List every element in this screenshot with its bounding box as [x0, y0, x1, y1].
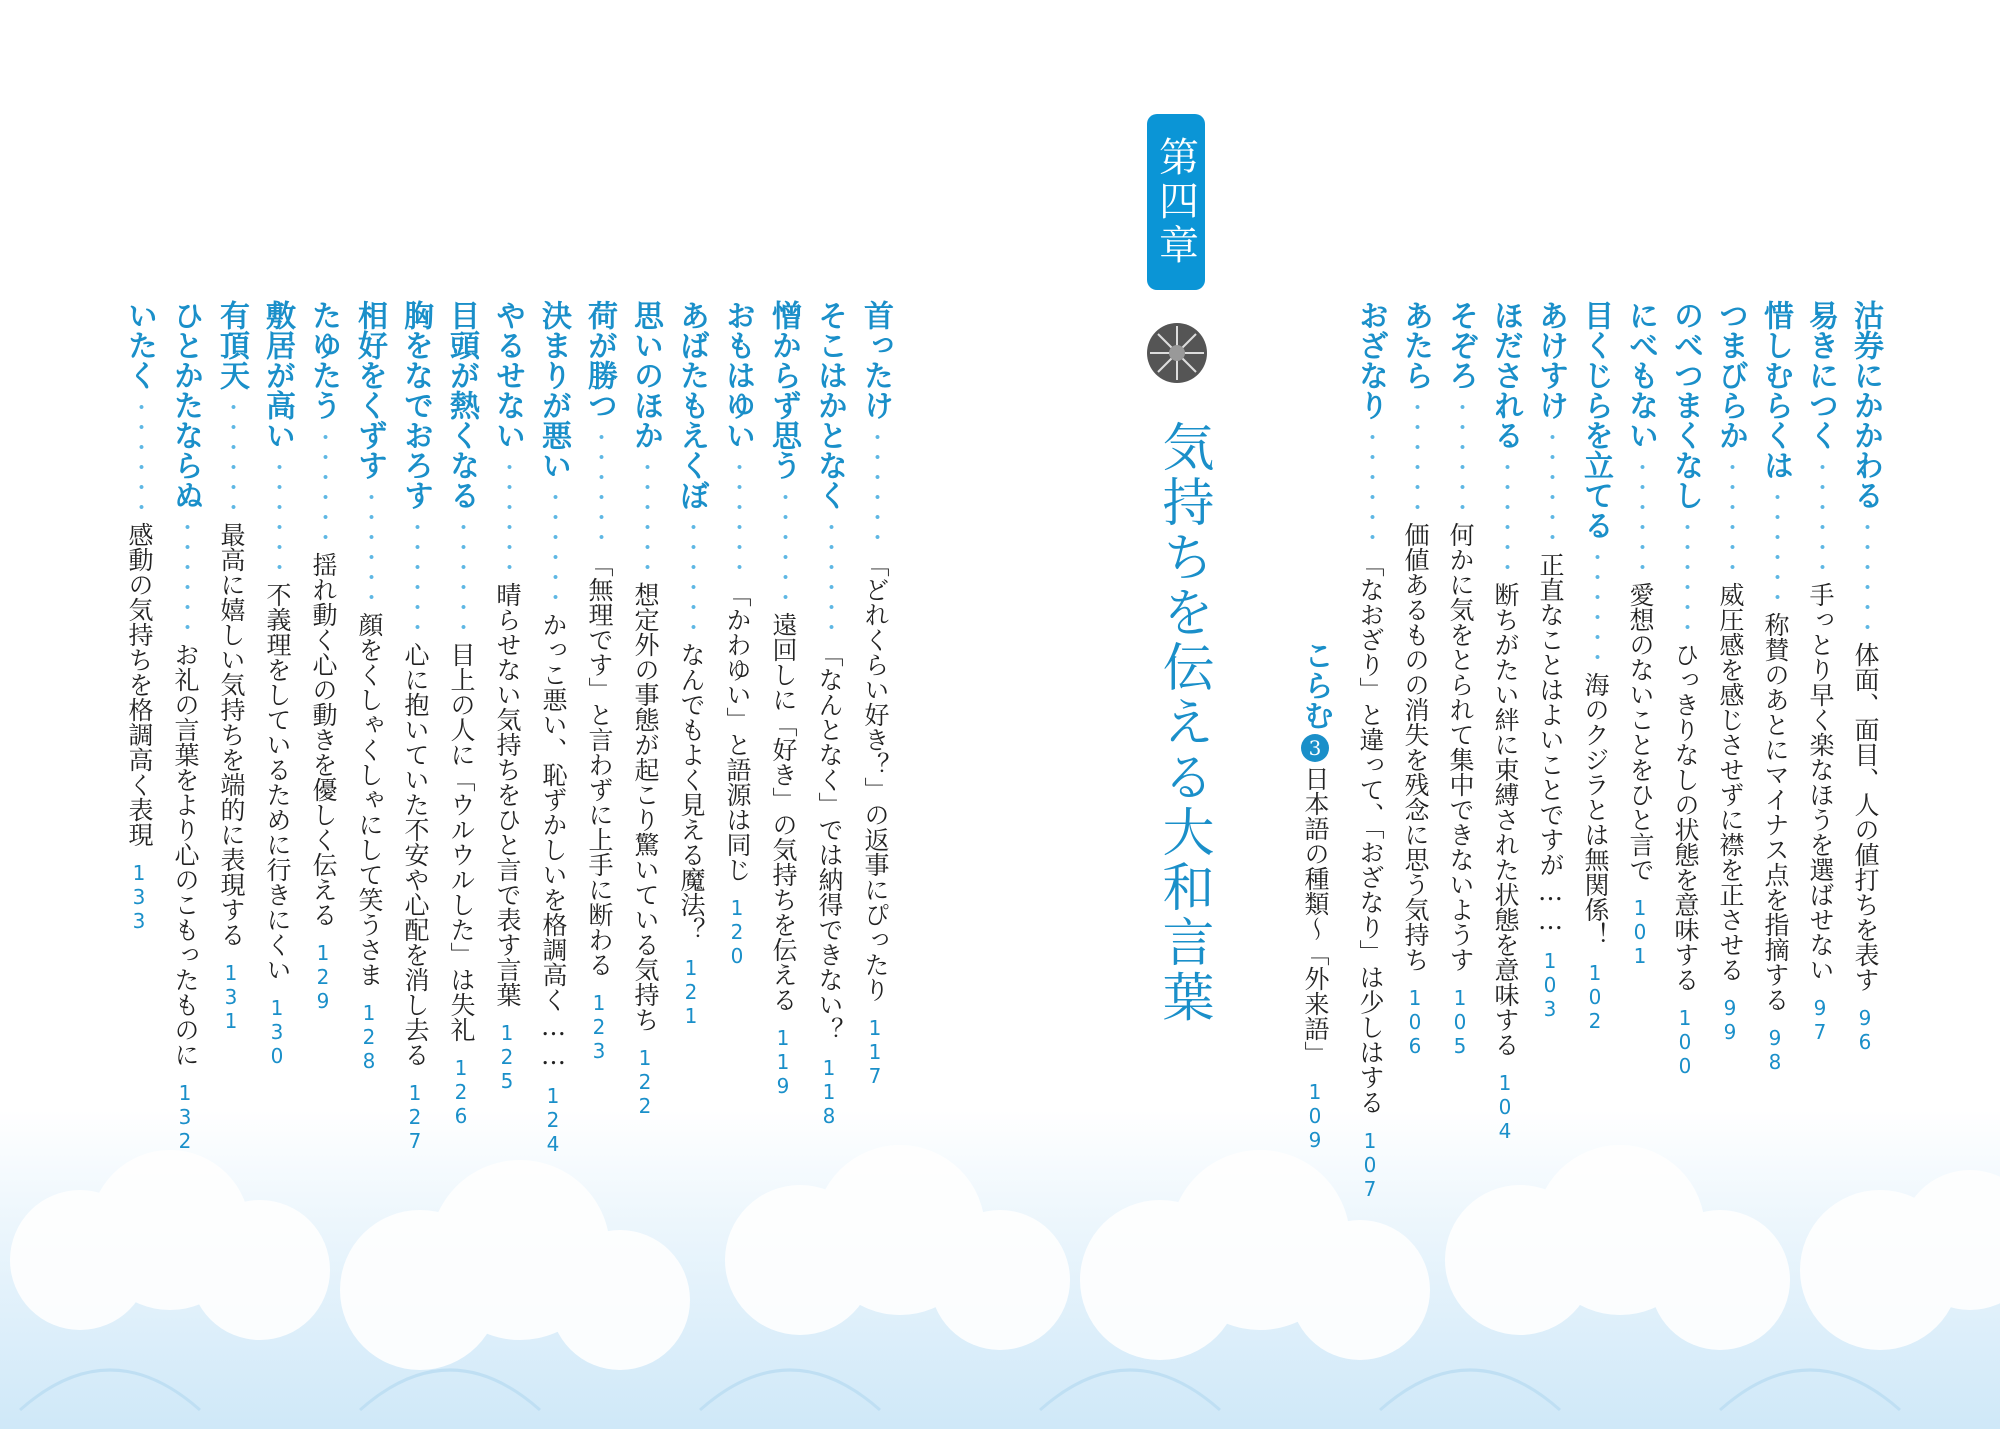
chapter-title: 気持ちを伝える大和言葉	[1153, 420, 1213, 1025]
entry-desc: 揺れ動く心の動きを優しく伝える	[309, 552, 338, 927]
entry-term: 沽券にかかわる	[1848, 300, 1883, 510]
entry-term: のべつまくなし	[1668, 300, 1703, 510]
leader-dots: ・・・・・・	[1583, 546, 1608, 666]
entry-desc: 想定外の事態が起こり驚いている気持ち	[631, 582, 660, 1032]
entry-page: 124	[541, 1084, 565, 1156]
entry-term: あたら	[1398, 300, 1433, 390]
toc-entry[interactable]	[214, 300, 249, 1170]
entry-desc: 「どれくらい好き？」の返事にぴったり	[861, 552, 890, 1002]
entry-term: 有頂天	[214, 300, 249, 390]
entry-term: おざなり	[1353, 300, 1388, 420]
entry-page: 130	[265, 996, 289, 1068]
entry-page: 129	[311, 941, 335, 1013]
leader-dots: ・・・・・・	[357, 486, 382, 606]
leader-dots: ・・・・・・	[311, 426, 336, 546]
toc-entry[interactable]	[628, 300, 663, 1170]
toc-entry[interactable]	[812, 300, 847, 1170]
leader-dots: ・・・・・・	[449, 516, 474, 636]
entry-desc: 称賛のあとにマイナス点を指摘する	[1761, 612, 1790, 1012]
chrysanthemum-emblem-icon	[1146, 322, 1208, 384]
toc-entry[interactable]	[306, 300, 341, 1170]
toc-entry[interactable]	[1533, 300, 1568, 1170]
entry-term: 易きにつく	[1803, 300, 1838, 450]
toc-entry[interactable]	[1713, 300, 1748, 1170]
toc-entry[interactable]	[1488, 300, 1523, 1170]
entry-page: 96	[1853, 1006, 1877, 1054]
entry-desc: 体面、面目、人の値打ちを表す	[1851, 642, 1880, 992]
entry-desc: 断ちがたい絆に束縛された状態を意味する	[1491, 582, 1520, 1057]
entry-desc: 不義理をしているために行きにくい	[263, 582, 292, 982]
leader-dots: ・・・・・・	[1628, 456, 1653, 576]
toc-entry[interactable]	[1353, 300, 1388, 1201]
entry-desc: 最高に嬉しい気持ちを端的に表現する	[217, 522, 246, 947]
leader-dots: ・・・・・・	[495, 456, 520, 576]
entry-page: 117	[863, 1016, 887, 1088]
entry-term: 思いのほか	[628, 300, 663, 450]
toc-entry[interactable]	[1623, 300, 1658, 1170]
chapter-label: 第四章	[1147, 114, 1205, 290]
leader-dots: ・・・・・・	[541, 486, 566, 606]
entry-term: 相好をくずす	[352, 300, 387, 480]
leader-dots: ・・・・・・	[1493, 456, 1518, 576]
entry-page: 132	[173, 1081, 197, 1153]
column-number: 3	[1303, 736, 1327, 760]
entry-page: 118	[817, 1056, 841, 1128]
entry-page: 103	[1538, 949, 1562, 1021]
leader-dots: ・・・・・・	[1448, 396, 1473, 516]
leader-dots: ・・・・・・	[403, 516, 428, 636]
leader-dots: ・・・・・・	[587, 426, 612, 546]
entry-desc: 海のクジラとは無関係！	[1581, 672, 1610, 947]
entry-term: たゆたう	[306, 300, 341, 420]
entry-term: あけすけ	[1533, 300, 1568, 420]
entry-page: 133	[127, 861, 151, 933]
entry-page: 98	[1763, 1026, 1787, 1074]
leader-dots: ・・・・・・	[173, 516, 198, 636]
entry-page: 126	[449, 1056, 473, 1128]
leader-dots: ・・・・・・	[265, 456, 290, 576]
entry-term: 胸をなでおろす	[398, 300, 433, 510]
entry-desc: 手っとり早く楽なほうを選ばせない	[1806, 582, 1835, 982]
toc-entry[interactable]	[1803, 300, 1838, 1170]
entry-term: 憎からず思う	[766, 300, 801, 480]
leader-dots: ・・・・・・	[863, 426, 888, 546]
toc-entry[interactable]	[122, 300, 157, 1170]
entry-term: 目くじらを立てる	[1578, 300, 1613, 540]
entry-page: 101	[1628, 896, 1652, 968]
toc-entry[interactable]	[1668, 300, 1703, 1170]
leader-dots: ・・・・・・	[1538, 426, 1563, 546]
entry-desc: 愛想のないことをひと言で	[1626, 582, 1655, 882]
column-label: こらむ	[1298, 640, 1333, 730]
entry-page: 106	[1403, 986, 1427, 1058]
column-desc: 日本語の種類〜「外来語」	[1301, 766, 1330, 1066]
toc-entry[interactable]	[1398, 300, 1433, 1170]
leader-dots: ・・・・・・	[771, 486, 796, 606]
entry-desc: 心に抱いていた不安や心配を消し去る	[401, 642, 430, 1067]
entry-term: いたく	[122, 300, 157, 390]
entry-term: おもはゆい	[720, 300, 755, 450]
entry-term: ほだされる	[1488, 300, 1523, 450]
entry-term: 惜しむらくは	[1758, 300, 1793, 480]
toc-entry[interactable]	[720, 300, 755, 1170]
entry-page: 128	[357, 1001, 381, 1073]
leader-dots: ・・・・・・	[633, 456, 658, 576]
toc-entry[interactable]	[168, 300, 203, 1170]
toc-entry[interactable]	[398, 300, 433, 1170]
entry-desc: 「なおざり」と違って、「おざなり」は少しはする	[1356, 552, 1385, 1115]
entry-desc: 「かわゆい」と語源は同じ	[723, 582, 752, 882]
entry-desc: かっこ悪い、恥ずかしいを格調高く……	[539, 612, 568, 1070]
toc-entry[interactable]	[1758, 300, 1793, 1170]
leader-dots: ・・・・・・	[1718, 456, 1743, 576]
entry-page: 122	[633, 1046, 657, 1118]
entry-page: 99	[1718, 996, 1742, 1044]
entry-desc: 正直なことはよいことですが……	[1536, 552, 1565, 935]
leader-dots: ・・・・・・	[1853, 516, 1878, 636]
toc-entry[interactable]	[1848, 300, 1883, 1170]
leader-dots: ・・・・・・	[219, 396, 244, 516]
entry-desc: 何かに気をとられて集中できないようす	[1446, 522, 1475, 972]
entry-page: 121	[679, 956, 703, 1028]
entry-term: 目頭が熱くなる	[444, 300, 479, 510]
column-page: 109	[1303, 1080, 1327, 1152]
entry-page: 123	[587, 991, 611, 1063]
toc-entry[interactable]	[858, 300, 893, 1170]
entry-page: 102	[1583, 961, 1607, 1033]
entry-desc: ひっきりなしの状態を意味する	[1671, 642, 1700, 992]
toc-entry[interactable]	[260, 300, 295, 1170]
entry-page: 107	[1358, 1128, 1382, 1201]
entry-desc: 感動の気持ちを格調高く表現	[125, 522, 154, 847]
entry-desc: 目上の人に「ウルウルした」は失礼	[447, 642, 476, 1042]
toc-entry[interactable]	[1443, 300, 1478, 1170]
column-entry[interactable]	[1298, 640, 1333, 1429]
entry-page: 104	[1493, 1071, 1517, 1143]
toc-entry[interactable]	[582, 300, 617, 1170]
leader-dots: ・・・・・・	[679, 516, 704, 636]
entry-desc: 「なんとなく」では納得できない？	[815, 642, 844, 1042]
toc-entry[interactable]	[1578, 300, 1613, 1170]
toc-entry[interactable]	[444, 300, 479, 1170]
entry-desc: 顔をくしゃくしゃにして笑うさま	[355, 612, 384, 987]
entry-page: 131	[219, 961, 243, 1033]
toc-entry[interactable]	[766, 300, 801, 1170]
entry-term: 決まりが悪い	[536, 300, 571, 480]
entry-page: 119	[771, 1026, 795, 1098]
entry-desc: 晴らせない気持ちをひと言で表す言葉	[493, 582, 522, 1007]
cloud-pattern-icon	[0, 1110, 2000, 1429]
leader-dots: ・・・・・・	[1763, 486, 1788, 606]
entry-term: あばたもえくぼ	[674, 300, 709, 510]
entry-desc: なんでもよく見える魔法？	[677, 642, 706, 942]
entry-desc: 遠回しに「好き」の気持ちを伝える	[769, 612, 798, 1012]
leader-dots: ・・・・・・	[1808, 456, 1833, 576]
toc-entry[interactable]	[536, 300, 571, 1170]
entry-term: ひとかたならぬ	[168, 300, 203, 510]
entry-term: そこはかとなく	[812, 300, 847, 510]
entry-term: やるせない	[490, 300, 525, 450]
toc-entry[interactable]	[490, 300, 525, 1170]
entry-desc: お礼の言葉をより心のこもったものに	[171, 642, 200, 1067]
entry-term: 荷が勝つ	[582, 300, 617, 420]
leader-dots: ・・・・・・	[1673, 516, 1698, 636]
cloud-decoration	[0, 1110, 2000, 1429]
entry-page: 120	[725, 896, 749, 968]
entry-desc: 価値あるものの消失を残念に思う気持ち	[1401, 522, 1430, 972]
entry-term: 敷居が高い	[260, 300, 295, 450]
toc-entry[interactable]	[352, 300, 387, 1170]
entry-page: 105	[1448, 986, 1472, 1058]
entry-page: 97	[1808, 996, 1832, 1044]
leader-dots: ・・・・・・	[1358, 426, 1383, 546]
entry-desc: 「無理です」と言わずに上手に断わる	[585, 552, 614, 977]
entry-term: 首ったけ	[858, 300, 893, 420]
leader-dots: ・・・・・・	[817, 516, 842, 636]
entry-term: つまびらか	[1713, 300, 1748, 450]
entry-page: 127	[403, 1081, 427, 1153]
entry-desc: 威圧感を感じさせずに襟を正させる	[1716, 582, 1745, 982]
entry-page: 100	[1673, 1006, 1697, 1078]
leader-dots: ・・・・・・	[725, 456, 750, 576]
entry-term: にべもない	[1623, 300, 1658, 450]
toc-entry[interactable]	[674, 300, 709, 1170]
entry-term: そぞろ	[1443, 300, 1478, 390]
leader-dots: ・・・・・・	[1403, 396, 1428, 516]
leader-dots: ・・・・・・	[127, 396, 152, 516]
entry-page: 125	[495, 1021, 519, 1093]
